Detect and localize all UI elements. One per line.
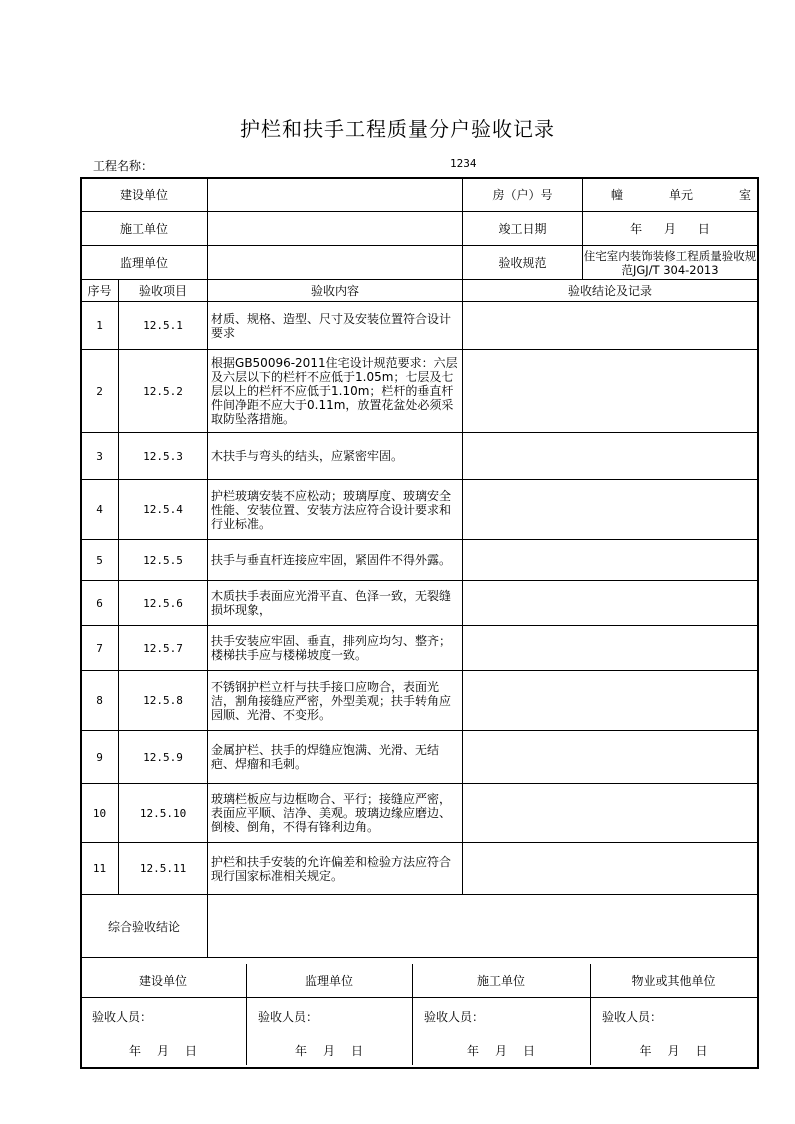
row-content: 扶手安装应牢固、垂直，排列应均匀、整齐；楼梯扶手应与楼梯坡度一致。 <box>208 626 463 671</box>
row-result-field[interactable] <box>463 784 758 843</box>
signoff-property-date[interactable]: 年 月 日 <box>639 1044 708 1058</box>
col-item-header: 验收项目 <box>119 280 208 302</box>
row-seq: 11 <box>81 843 119 895</box>
row-seq: 8 <box>81 671 119 731</box>
summary-label: 综合验收结论 <box>81 895 208 958</box>
row-code: 12.5.3 <box>119 433 208 480</box>
table-row <box>81 433 758 480</box>
build-unit-label: 建设单位 <box>81 178 208 212</box>
table-row <box>81 480 758 540</box>
signoff-construct <box>412 964 591 1065</box>
row-result-field[interactable] <box>463 581 758 626</box>
signoff-build-date[interactable]: 年 月 日 <box>128 1044 198 1058</box>
row-code: 12.5.9 <box>119 731 208 784</box>
row-content: 金属护栏、扶手的焊缝应饱满、光滑、无结疤、焊瘤和毛刺。 <box>208 731 463 784</box>
row-content: 木质扶手表面应光滑平直、色泽一致，无裂缝损坏现象， <box>208 581 463 626</box>
table-row <box>81 350 758 433</box>
row-content: 木扶手与弯头的结头，应紧密牢固。 <box>208 433 463 480</box>
column-header-row <box>81 280 758 302</box>
row-result-field[interactable] <box>463 350 758 433</box>
row-content: 不锈钢护栏立杆与扶手接口应吻合，表面光洁，割角接缝应严密，外型美观；扶手转角应园顺、光滑、不变形。 <box>208 671 463 731</box>
row-result-field[interactable] <box>463 433 758 480</box>
table-row <box>81 843 758 895</box>
table-row <box>81 540 758 581</box>
table-row <box>81 626 758 671</box>
row-seq: 10 <box>81 784 119 843</box>
header-row-build <box>81 178 758 212</box>
signoff-property-person[interactable]: 验收人员： <box>602 1010 663 1024</box>
row-code: 12.5.8 <box>119 671 208 731</box>
table-row <box>81 302 758 350</box>
row-code: 12.5.4 <box>119 480 208 540</box>
signoff-supervise <box>246 964 413 1065</box>
row-result-field[interactable] <box>463 626 758 671</box>
row-result-field[interactable] <box>463 731 758 784</box>
row-code: 12.5.7 <box>119 626 208 671</box>
signoff-supervise-title: 监理单位 <box>246 964 412 998</box>
inspection-table <box>80 177 758 958</box>
row-result-field[interactable] <box>463 843 758 895</box>
table-row <box>81 581 758 626</box>
construct-unit-label: 施工单位 <box>81 212 208 246</box>
completion-day: 日 <box>697 222 710 236</box>
project-name-value[interactable]: 1234 <box>450 157 477 170</box>
page-title: 护栏和扶手工程质量分户验收记录 <box>240 117 555 141</box>
row-code: 12.5.5 <box>119 540 208 581</box>
signoff-property-title: 物业或其他单位 <box>590 964 757 998</box>
row-code: 12.5.2 <box>119 350 208 433</box>
standard-value: 住宅室内装饰装修工程质量验收规范JGJ/T 304-2013 <box>583 246 758 280</box>
room-building-label: 幢 <box>611 188 624 202</box>
row-result-field[interactable] <box>463 671 758 731</box>
completion-year: 年 <box>630 222 643 236</box>
signoff-build <box>80 964 247 1065</box>
row-code: 12.5.1 <box>119 302 208 350</box>
header-row-construct <box>81 212 758 246</box>
table-row <box>81 731 758 784</box>
header-row-supervise <box>81 246 758 280</box>
row-seq: 7 <box>81 626 119 671</box>
room-unit-label: 单元 <box>669 188 694 202</box>
summary-row <box>81 895 758 958</box>
row-content: 根据GB50096-2011住宅设计规范要求：六层及六层以下的栏杆不应低于1.05m；七层及七层以上的栏杆不应低于1.10m；栏杆的垂直杆件间净距不应大于0.11m，放置花盆处必须采取防坠落措施。 <box>208 350 463 433</box>
col-content-header: 验收内容 <box>208 280 463 302</box>
signoff-property <box>590 964 757 1065</box>
row-content: 护栏和扶手安装的允许偏差和检验方法应符合现行国家标准相关规定。 <box>208 843 463 895</box>
construct-unit-field[interactable] <box>208 212 463 246</box>
row-code: 12.5.10 <box>119 784 208 843</box>
room-room-label: 室 <box>738 188 751 202</box>
completion-month: 月 <box>664 222 677 236</box>
row-seq: 6 <box>81 581 119 626</box>
build-unit-field[interactable] <box>208 178 463 212</box>
col-result-header: 验收结论及记录 <box>463 280 758 302</box>
signoff-construct-title: 施工单位 <box>412 964 590 998</box>
signoff-construct-date[interactable]: 年 月 日 <box>466 1044 536 1058</box>
summary-field[interactable] <box>208 895 758 958</box>
signoff-build-person[interactable]: 验收人员： <box>92 1010 153 1024</box>
completion-date-field[interactable] <box>583 212 758 246</box>
room-label: 房（户）号 <box>463 178 583 212</box>
row-seq: 3 <box>81 433 119 480</box>
signoff-construct-person[interactable]: 验收人员： <box>424 1010 485 1024</box>
row-seq: 1 <box>81 302 119 350</box>
room-field[interactable] <box>583 178 758 212</box>
row-seq: 9 <box>81 731 119 784</box>
row-code: 12.5.11 <box>119 843 208 895</box>
row-seq: 5 <box>81 540 119 581</box>
row-seq: 2 <box>81 350 119 433</box>
row-content: 材质、规格、造型、尺寸及安装位置符合设计要求 <box>208 302 463 350</box>
row-content: 护栏玻璃安装不应松动；玻璃厚度、玻璃安全性能、安装位置、安装方法应符合设计要求和行业标准。 <box>208 480 463 540</box>
signoff-build-title: 建设单位 <box>80 964 246 998</box>
signoff-supervise-person[interactable]: 验收人员： <box>258 1010 319 1024</box>
supervise-unit-field[interactable] <box>208 246 463 280</box>
row-content: 玻璃栏板应与边框吻合、平行；接缝应严密，表面应平顺、洁净、美观。玻璃边缘应磨边、倒棱、倒角，不得有锋利边角。 <box>208 784 463 843</box>
row-result-field[interactable] <box>463 540 758 581</box>
row-seq: 4 <box>81 480 119 540</box>
col-seq-header: 序号 <box>81 280 119 302</box>
table-row <box>81 671 758 731</box>
row-code: 12.5.6 <box>119 581 208 626</box>
row-result-field[interactable] <box>463 480 758 540</box>
completion-label: 竣工日期 <box>463 212 583 246</box>
standard-label: 验收规范 <box>463 246 583 280</box>
project-name-label: 工程名称： <box>93 159 154 173</box>
signoff-section <box>80 964 757 1065</box>
row-content: 扶手与垂直杆连接应牢固，紧固件不得外露。 <box>208 540 463 581</box>
supervise-unit-label: 监理单位 <box>81 246 208 280</box>
signoff-supervise-date[interactable]: 年 月 日 <box>294 1044 364 1058</box>
row-result-field[interactable] <box>463 302 758 350</box>
table-row <box>81 784 758 843</box>
